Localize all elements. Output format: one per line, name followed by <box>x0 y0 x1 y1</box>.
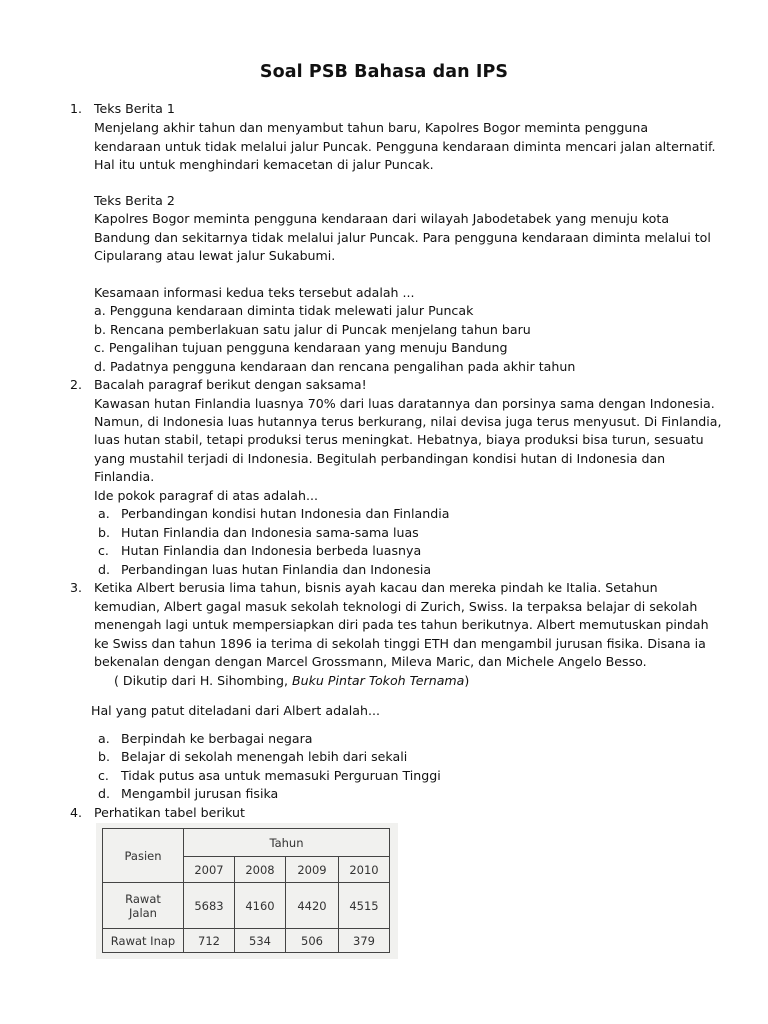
q3-line: ke Swiss dan tahun 1896 ia terima di sekolah tinggi ETH dan mengambil jurusan fisika. Disana ia <box>94 636 706 651</box>
table-row-label-line1: Rawat <box>125 891 161 906</box>
page-title: Soal PSB Bahasa dan IPS <box>259 62 509 82</box>
q3-line: Ketika Albert berusia lima tahun, bisnis ayah kacau dan mereka pindah ke Italia. Setahun <box>94 580 658 595</box>
q3-line: kemudian, Albert gagal masuk sekolah teknologi di Zurich, Swiss. Ia terpaksa belajar di sekolah <box>94 599 698 614</box>
q3-option-a-text: Berpindah ke berbagai negara <box>121 731 313 746</box>
table-row-label <box>103 883 184 929</box>
q3-option-a-letter: a. <box>98 731 110 746</box>
q3-line: bekenalan dengan dengan Marcel Grossmann, Mileva Maric, dan Michele Angelo Besso. <box>94 654 647 669</box>
q2-option-c-letter: c. <box>98 543 109 558</box>
q1-line: kendaraan untuk tidak melalui jalur Puncak. Pengguna kendaraan diminta mencari jalan alternatif. <box>94 139 716 154</box>
q4-prompt: Perhatikan tabel berikut <box>94 805 245 820</box>
q1-line: Menjelang akhir tahun dan menyambut tahun baru, Kapolres Bogor meminta pengguna <box>94 120 649 135</box>
patient-table <box>102 828 390 953</box>
q1-prompt: Kesamaan informasi kedua teks tersebut adalah ... <box>94 285 415 300</box>
q2-option-a-letter: a. <box>98 506 110 521</box>
q1-line: Kapolres Bogor meminta pengguna kendaraan dari wilayah Jabodetabek yang menuju kota <box>94 211 670 226</box>
q3-prompt: Hal yang patut diteladani dari Albert adalah... <box>91 703 381 718</box>
question-2-number: 2. <box>70 377 83 392</box>
table-year-cell: 2010 <box>339 857 390 883</box>
q3-citation <box>114 673 469 688</box>
q3-option-b-text: Belajar di sekolah menengah lebih dari sekali <box>121 749 408 764</box>
q1-line: Bandung dan sekitarnya tidak melalui jalur Puncak. Para pengguna kendaraan diminta melalui tol <box>94 230 711 245</box>
q1-line: Hal itu untuk menghindari kemacetan di jalur Puncak. <box>94 157 434 172</box>
q3-option-c-letter: c. <box>98 768 109 783</box>
q1-option-a: a. Pengguna kendaraan diminta tidak melewati jalur Puncak <box>94 303 474 318</box>
q3-option-b-letter: b. <box>98 749 110 764</box>
citation-book-title: Buku Pintar Tokoh Ternama <box>292 673 465 688</box>
q3-line: menengah lagi untuk mempersiapkan diri pada tes tahun berikutnya. Albert memutuskan pindah <box>94 617 709 632</box>
q2-option-d-text: Perbandingan luas hutan Finlandia dan Indonesia <box>121 562 432 577</box>
q3-option-d-letter: d. <box>98 786 110 801</box>
table-row <box>103 929 390 953</box>
question-1-number: 1. <box>70 101 83 116</box>
table-cell: 4160 <box>235 883 286 929</box>
q1-option-c: c. Pengalihan tujuan pengguna kendaraan yang menuju Bandung <box>94 340 508 355</box>
q2-option-b-letter: b. <box>98 525 110 540</box>
q1-line: Teks Berita 2 <box>94 193 175 208</box>
q3-option-c-text: Tidak putus asa untuk memasuki Perguruan Tinggi <box>121 768 441 783</box>
q2-line: Namun, di Indonesia luas hutannya terus berkurang, nilai devisa juga terus menyusut. Di Finlandia, <box>94 414 722 429</box>
q2-option-c-text: Hutan Finlandia dan Indonesia berbeda luasnya <box>121 543 422 558</box>
table-row-label: Rawat Inap <box>103 929 184 953</box>
q2-line: Kawasan hutan Finlandia luasnya 70% dari luas daratannya dan porsinya sama dengan Indonesia. <box>94 396 715 411</box>
q2-line: luas hutan stabil, tetapi produksi terus meningkat. Hebatnya, biaya produksi bisa turun, sesuatu <box>94 432 704 447</box>
q2-option-b-text: Hutan Finlandia dan Indonesia sama-sama luas <box>121 525 419 540</box>
table-cell: 379 <box>339 929 390 953</box>
table-header-pasien: Pasien <box>103 829 184 883</box>
table-cell: 4420 <box>286 883 339 929</box>
table-header-tahun: Tahun <box>184 829 390 857</box>
table-cell: 534 <box>235 929 286 953</box>
q2-line: Bacalah paragraf berikut dengan saksama! <box>94 377 367 392</box>
table-row <box>103 883 390 929</box>
table-cell: 506 <box>286 929 339 953</box>
q1-option-b: b. Rencana pemberlakuan satu jalur di Puncak menjelang tahun baru <box>94 322 531 337</box>
table-cell: 5683 <box>184 883 235 929</box>
q1-option-d: d. Padatnya pengguna kendaraan dan rencana pengalihan pada akhir tahun <box>94 359 576 374</box>
q2-line: Finlandia. <box>94 469 155 484</box>
q2-prompt: Ide pokok paragraf di atas adalah... <box>94 488 319 503</box>
q2-option-a-text: Perbandingan kondisi hutan Indonesia dan Finlandia <box>121 506 450 521</box>
table-year-cell: 2008 <box>235 857 286 883</box>
table-year-cell: 2007 <box>184 857 235 883</box>
table-year-cell: 2009 <box>286 857 339 883</box>
citation-prefix: ( Dikutip dari H. Sihombing, <box>114 673 293 688</box>
table-cell: 4515 <box>339 883 390 929</box>
table-cell: 712 <box>184 929 235 953</box>
q2-option-d-letter: d. <box>98 562 110 577</box>
question-3-number: 3. <box>70 580 83 595</box>
citation-suffix: ) <box>464 673 470 688</box>
question-4-number: 4. <box>70 805 83 820</box>
q3-option-d-text: Mengambil jurusan fisika <box>121 786 279 801</box>
q2-line: yang mustahil terjadi di Indonesia. Begitulah perbandingan kondisi hutan di Indonesia dan <box>94 451 666 466</box>
table-row-label-line2: Jalan <box>129 905 157 920</box>
q1-line: Cipularang atau lewat jalur Sukabumi. <box>94 248 336 263</box>
q1-line: Teks Berita 1 <box>94 101 175 116</box>
